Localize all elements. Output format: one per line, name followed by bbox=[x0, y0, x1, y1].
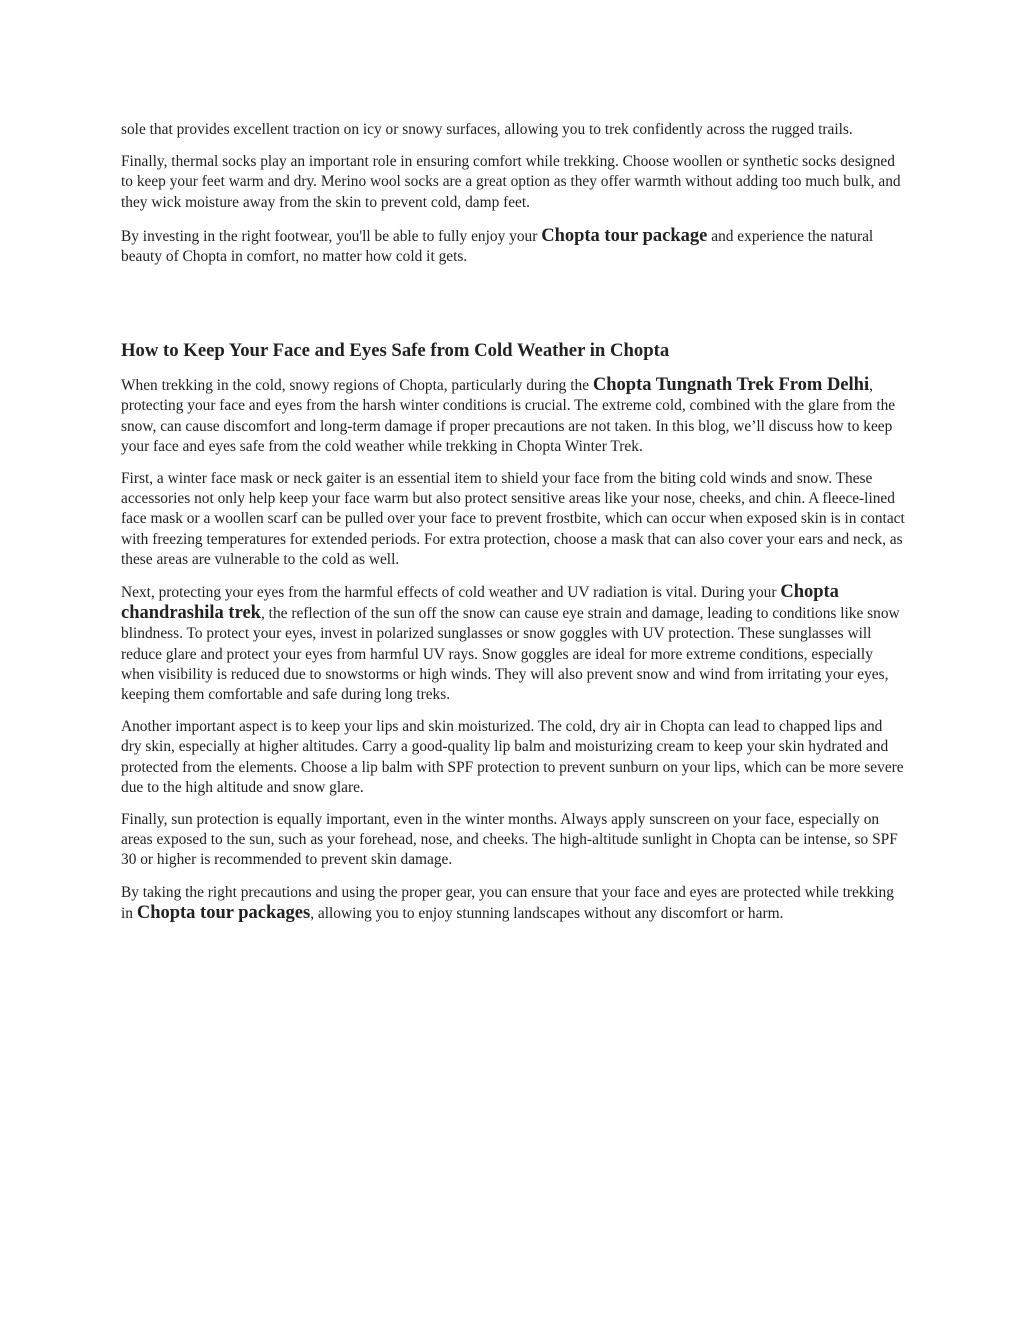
section-paragraph-6-text-start: By taking the right precautions and using the proper gear, you can ensure that your face and eyes are protected while trekking in bbox=[121, 883, 894, 922]
chopta-tungnath-trek-link[interactable]: Chopta Tungnath Trek From Delhi bbox=[592, 375, 870, 396]
chopta-tour-package-link[interactable]: Chopta tour package bbox=[541, 225, 708, 246]
document-page bbox=[121, 120, 906, 924]
section-paragraph-1 bbox=[121, 375, 906, 457]
intro-paragraph-2: Finally, thermal socks play an important role in ensuring comfort while trekking. Choose woollen or synthetic socks designed to keep your feet warm and dry. Merino wool socks are a great option as they offer warmth without adding too much bulk, and they wick moisture away from the skin to prevent cold, damp feet. bbox=[121, 153, 901, 211]
intro-paragraph-3-text-end: and experience the natural beauty of Chopta in comfort, no matter how cold it gets. bbox=[121, 227, 874, 266]
section-paragraph-6 bbox=[121, 883, 906, 924]
section-paragraph-6-text-end: , allowing you to enjoy stunning landscapes without any discomfort or harm. bbox=[310, 904, 784, 922]
chopta-chandrashila-trek-link[interactable]: Chopta chandrashila trek bbox=[121, 582, 839, 624]
section-paragraph-2: First, a winter face mask or neck gaiter is an essential item to shield your face from the biting cold winds and snow. These accessories not only help keep your face warm but also protect sensitive areas like your nose, cheeks, and chin. A fleece-lined face mask or a woollen scarf can be pulled over your face to prevent frostbite, which can occur when exposed skin is in contact with freezing temperatures for extended periods. For extra protection, choose a mask that can also cover your ears and neck, as these areas are vulnerable to the cold as well. bbox=[121, 470, 905, 568]
section-heading: How to Keep Your Face and Eyes Safe from Cold Weather in Chopta bbox=[121, 340, 670, 362]
section-paragraph-3 bbox=[121, 582, 906, 705]
chopta-tour-packages-link[interactable]: Chopta tour packages bbox=[136, 902, 311, 923]
section-paragraph-1-text-start: When trekking in the cold, snowy regions of Chopta, particularly during the bbox=[121, 377, 593, 395]
section-paragraph-4: Another important aspect is to keep your lips and skin moisturized. The cold, dry air in Chopta can lead to chapped lips and dry skin, especially at higher altitudes. Carry a good-quality lip balm and moisturizing cream to keep your skin hydrated and protected from the elements. Choose a lip balm with SPF protection to prevent sunburn on your lips, which can be more severe due to the high altitude and snow glare. bbox=[121, 718, 904, 796]
intro-paragraph-3 bbox=[121, 226, 906, 267]
intro-paragraph-1: sole that provides excellent traction on icy or snowy surfaces, allowing you to trek confidently across the rugged trails. bbox=[121, 121, 853, 138]
intro-paragraph-3-text-start: By investing in the right footwear, you'll be able to fully enjoy your bbox=[121, 227, 542, 245]
section-paragraph-3-text-start: Next, protecting your eyes from the harmful effects of cold weather and UV radiation is vital. During your bbox=[121, 584, 781, 602]
section-paragraph-5: Finally, sun protection is equally important, even in the winter months. Always apply sunscreen on your face, especially on areas exposed to the sun, such as your forehead, nose, and cheeks. The high-altitude sunlight in Chopta can be intense, so SPF 30 or higher is recommended to prevent skin damage. bbox=[121, 811, 898, 869]
section-paragraph-3-text-end: , the reflection of the sun off the snow can cause eye strain and damage, leading to conditions like snow blindness. To protect your eyes, invest in polarized sunglasses or snow goggles with UV protection. These sunglasses will reduce glare and protect your eyes from harmful UV rays. Snow goggles are ideal for more extreme conditions, especially when visibility is reduced due to snowstorms or high winds. They will also prevent snow and wind from irritating your eyes, keeping them comfortable and safe during long treks. bbox=[121, 605, 900, 704]
section-paragraph-1-text-end: , protecting your face and eyes from the harsh winter conditions is crucial. The extreme cold, combined with the glare from the snow, can cause discomfort and long-term damage if proper precautions are not taken. In this blog, we’ll discuss how to keep your face and eyes safe from the cold weather while trekking in Chopta Winter Trek. bbox=[121, 377, 896, 455]
